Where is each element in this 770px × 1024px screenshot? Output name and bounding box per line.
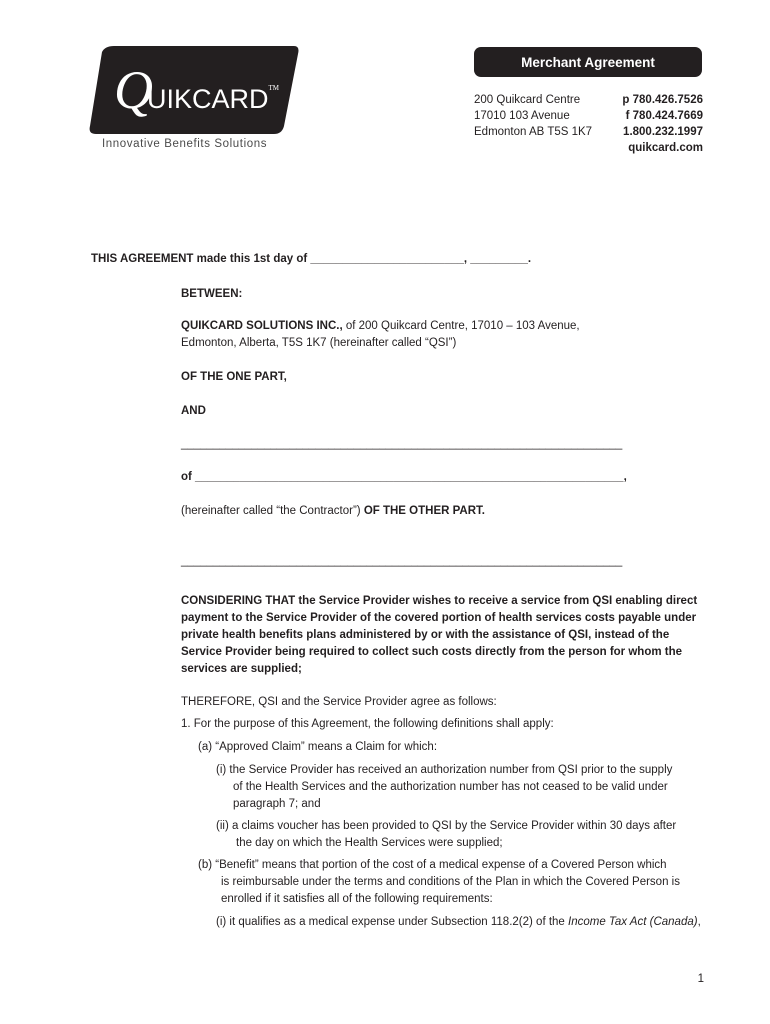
clause-line: (ii) a claims voucher has been provided to QSI by the Service Provider within 30 days after (216, 820, 677, 832)
other-part: OF THE OTHER PART. (363, 505, 485, 517)
clause-1a-i (216, 762, 672, 813)
agreement-intro: THIS AGREEMENT made this 1st day of ________________________, _________. (91, 253, 532, 265)
contractor-clause (181, 503, 485, 520)
clause-1b-i (216, 914, 701, 931)
clause-line: the day on which the Health Services were supplied; (236, 837, 503, 849)
website: quikcard.com (628, 142, 703, 154)
blank-line: _____________________________________________________________________ (181, 555, 623, 567)
clause-1a: (a) “Approved Claim” means a Claim for which: (198, 741, 438, 753)
act-reference: Income Tax Act (Canada) (568, 916, 698, 928)
clause-line: paragraph 7; and (233, 798, 321, 810)
phone-number: p 780.426.7526 (622, 94, 703, 106)
qsi-address-line2: Edmonton, Alberta, T5S 1K7 (hereinafter called “QSI”) (181, 337, 457, 349)
qsi-party (181, 318, 580, 352)
clause-text: , (697, 916, 701, 928)
company-address (474, 92, 592, 140)
qsi-address: of 200 Quikcard Centre, 17010 – 103 Avenue, (342, 320, 580, 332)
considering-line: payment to the Service Provider of the covered portion of health services costs payable under (181, 612, 697, 624)
company-contact (622, 92, 703, 156)
and-heading: AND (181, 405, 206, 417)
clause-line: enrolled if it satisfies all of the following requirements: (221, 893, 493, 905)
between-heading: BETWEEN: (181, 288, 243, 300)
contractor-name-line: _____________________________________________________________________ (181, 438, 623, 450)
address-line: 200 Quikcard Centre (474, 94, 581, 106)
document-title: Merchant Agreement (474, 47, 702, 77)
clause-1: 1. For the purpose of this Agreement, the following definitions shall apply: (181, 718, 554, 730)
address-line: Edmonton AB T5S 1K7 (474, 126, 593, 138)
clause-line: is reimbursable under the terms and conditions of the Plan in which the Covered Person is (221, 876, 680, 888)
clause-line: (i) the Service Provider has received an authorization number from QSI prior to the supply (216, 764, 673, 776)
qsi-name: QUIKCARD SOLUTIONS INC., (181, 320, 343, 332)
clause-1b (198, 857, 680, 908)
contractor-clause-text: (hereinafter called “the Contractor”) (181, 505, 364, 517)
one-part: OF THE ONE PART, (181, 371, 287, 383)
toll-free-number: 1.800.232.1997 (623, 126, 703, 138)
considering-paragraph (181, 593, 697, 678)
considering-line: services are supplied; (181, 663, 302, 675)
tagline: Innovative Benefits Solutions (102, 138, 268, 150)
clause-line: (b) “Benefit” means that portion of the cost of a medical expense of a Covered Person which (198, 859, 667, 871)
considering-line: Service Provider being required to collect such costs directly from the person for whom the (181, 646, 683, 658)
fax-number: f 780.424.7669 (625, 110, 703, 122)
logo-q-letter: QUIKCARD™ (114, 60, 280, 120)
clause-1a-ii (216, 818, 676, 852)
quikcard-logo (88, 46, 300, 134)
clause-line: of the Health Services and the authorization number has not ceased to be valid under (233, 781, 668, 793)
clause-text: (i) it qualifies as a medical expense under Subsection 118.2(2) of the (216, 916, 569, 928)
therefore-line: THEREFORE, QSI and the Service Provider agree as follows: (181, 696, 497, 708)
considering-line: CONSIDERING THAT the Service Provider wishes to receive a service from QSI enabling direct (181, 595, 698, 607)
contractor-address-line: of ___________________________________________________________________, (181, 471, 627, 483)
considering-line: private health benefits plans administered by or with the assistance of QSI, instead of the (181, 629, 670, 641)
page-number: 1 (697, 973, 704, 985)
address-line: 17010 103 Avenue (474, 110, 570, 122)
